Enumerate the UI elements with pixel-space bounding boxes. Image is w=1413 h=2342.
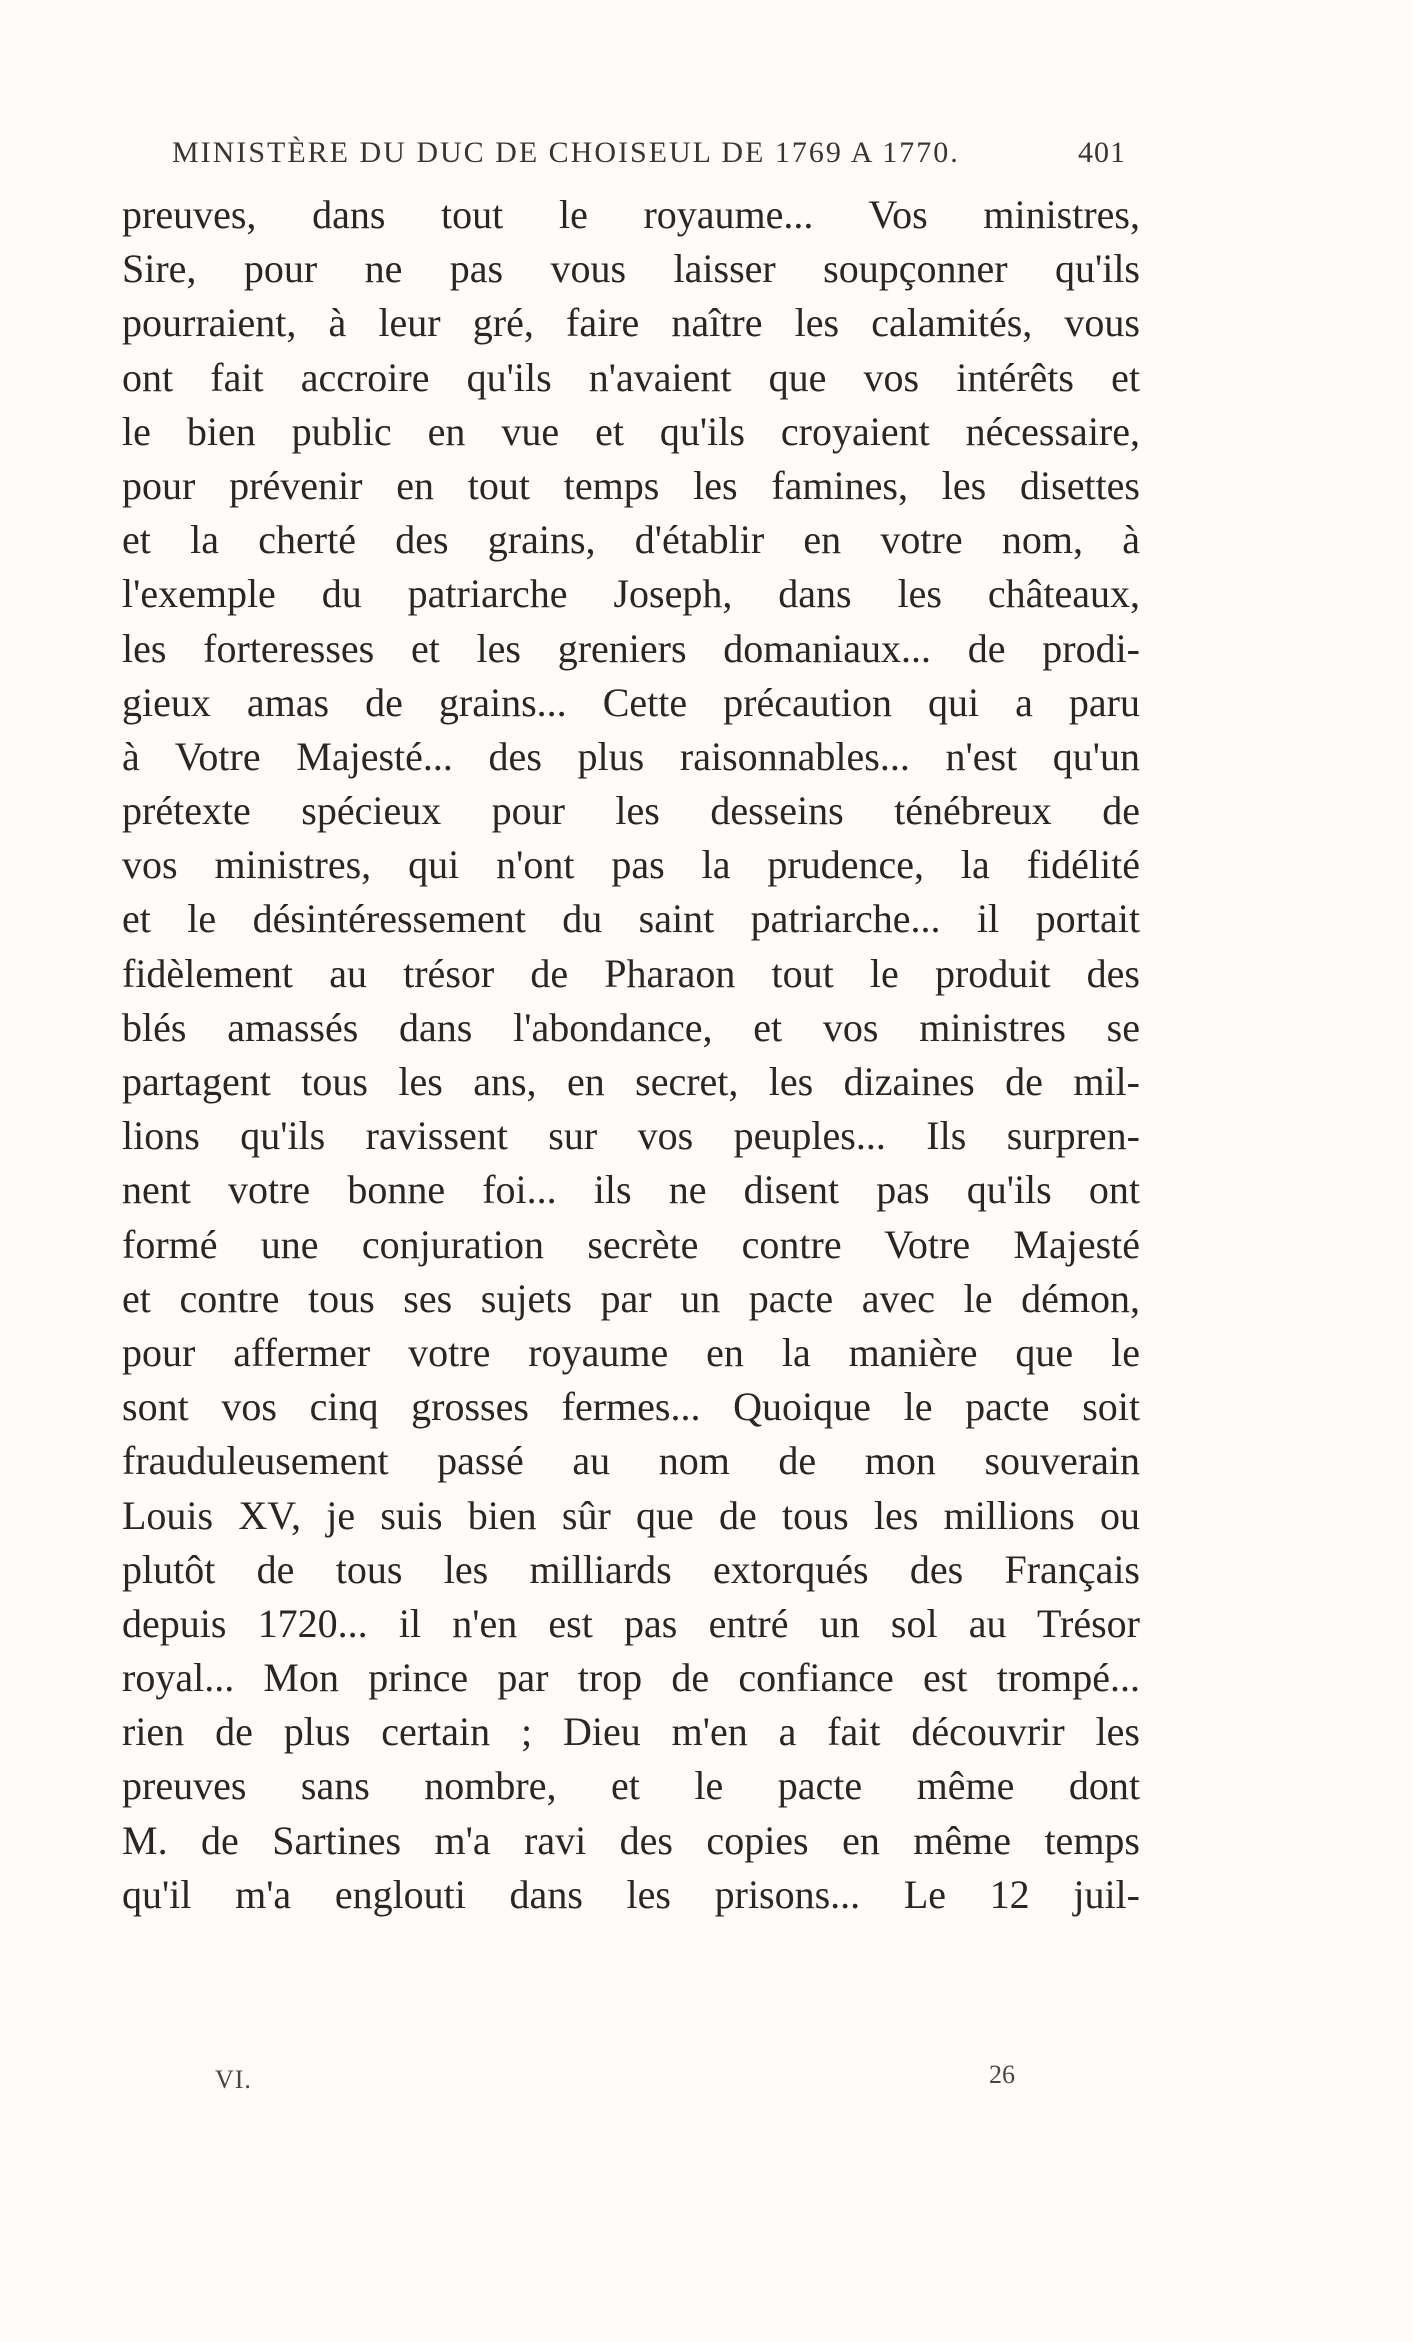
text-line: formé une conjuration secrète contre Votre Majesté (122, 1221, 1140, 1267)
text-line: frauduleusement passé au nom de mon souverain (122, 1438, 1140, 1484)
text-line: Sire, pour ne pas vous laisser soupçonner qu'ils (122, 246, 1140, 292)
text-line: preuves sans nombre, et le pacte même dont (122, 1763, 1140, 1809)
text-line: Louis XV, je suis bien sûr que de tous les millions ou (122, 1492, 1140, 1538)
text-line: sont vos cinq grosses fermes... Quoique le pacte soit (122, 1384, 1140, 1430)
text-line: le bien public en vue et qu'ils croyaient nécessaire, (122, 408, 1140, 454)
text-line: lions qu'ils ravissent sur vos peuples... Ils surpren- (122, 1113, 1140, 1159)
text-line: prétexte spécieux pour les desseins ténébreux de (122, 788, 1140, 834)
text-line: nent votre bonne foi... ils ne disent pas qu'ils ont (122, 1167, 1140, 1213)
text-line: et le désintéressement du saint patriarche... il portait (122, 896, 1140, 942)
text-line: les forteresses et les greniers domaniaux... de prodi- (122, 625, 1140, 671)
text-line: à Votre Majesté... des plus raisonnables... n'est qu'un (122, 733, 1140, 779)
text-line: depuis 1720... il n'en est pas entré un sol au Trésor (122, 1600, 1140, 1646)
text-line: pour prévenir en tout temps les famines, les disettes (122, 462, 1140, 508)
text-line: pour affermer votre royaume en la manière que le (122, 1329, 1140, 1375)
page-number: 401 (1078, 136, 1126, 169)
text-line: blés amassés dans l'abondance, et vos ministres se (122, 1004, 1140, 1050)
text-line: partagent tous les ans, en secret, les dizaines de mil- (122, 1059, 1140, 1104)
text-line: qu'il m'a englouti dans les prisons... Le 12 juil- (122, 1871, 1140, 1917)
sheet-number: 26 (989, 2060, 1015, 2089)
text-line: l'exemple du patriarche Joseph, dans les châteaux, (122, 571, 1140, 617)
text-line: et contre tous ses sujets par un pacte avec le démon, (122, 1275, 1140, 1321)
text-line: gieux amas de grains... Cette précaution qui a paru (122, 679, 1140, 725)
text-line: M. de Sartines m'a ravi des copies en même temps (122, 1817, 1140, 1863)
text-line: preuves, dans tout le royaume... Vos ministres, (122, 192, 1140, 237)
text-line: pourraient, à leur gré, faire naître les calamités, vous (122, 300, 1140, 346)
text-line: royal... Mon prince par trop de confiance est trompé... (122, 1655, 1140, 1701)
text-line: plutôt de tous les milliards extorqués des Français (122, 1546, 1140, 1592)
text-line: et la cherté des grains, d'établir en votre nom, à (122, 517, 1140, 563)
running-head (172, 136, 1126, 176)
text-line: fidèlement au trésor de Pharaon tout le produit des (122, 950, 1140, 996)
signature-mark: VI. (215, 2065, 252, 2094)
body-text (122, 188, 1140, 1922)
text-line: ont fait accroire qu'ils n'avaient que vos intérêts et (122, 354, 1140, 400)
text-line: vos ministres, qui n'ont pas la prudence, la fidélité (122, 842, 1140, 888)
running-head-title: MINISTÈRE DU DUC DE CHOISEUL DE 1769 A 1770. (172, 136, 960, 169)
text-line: rien de plus certain ; Dieu m'en a fait découvrir les (122, 1709, 1140, 1755)
